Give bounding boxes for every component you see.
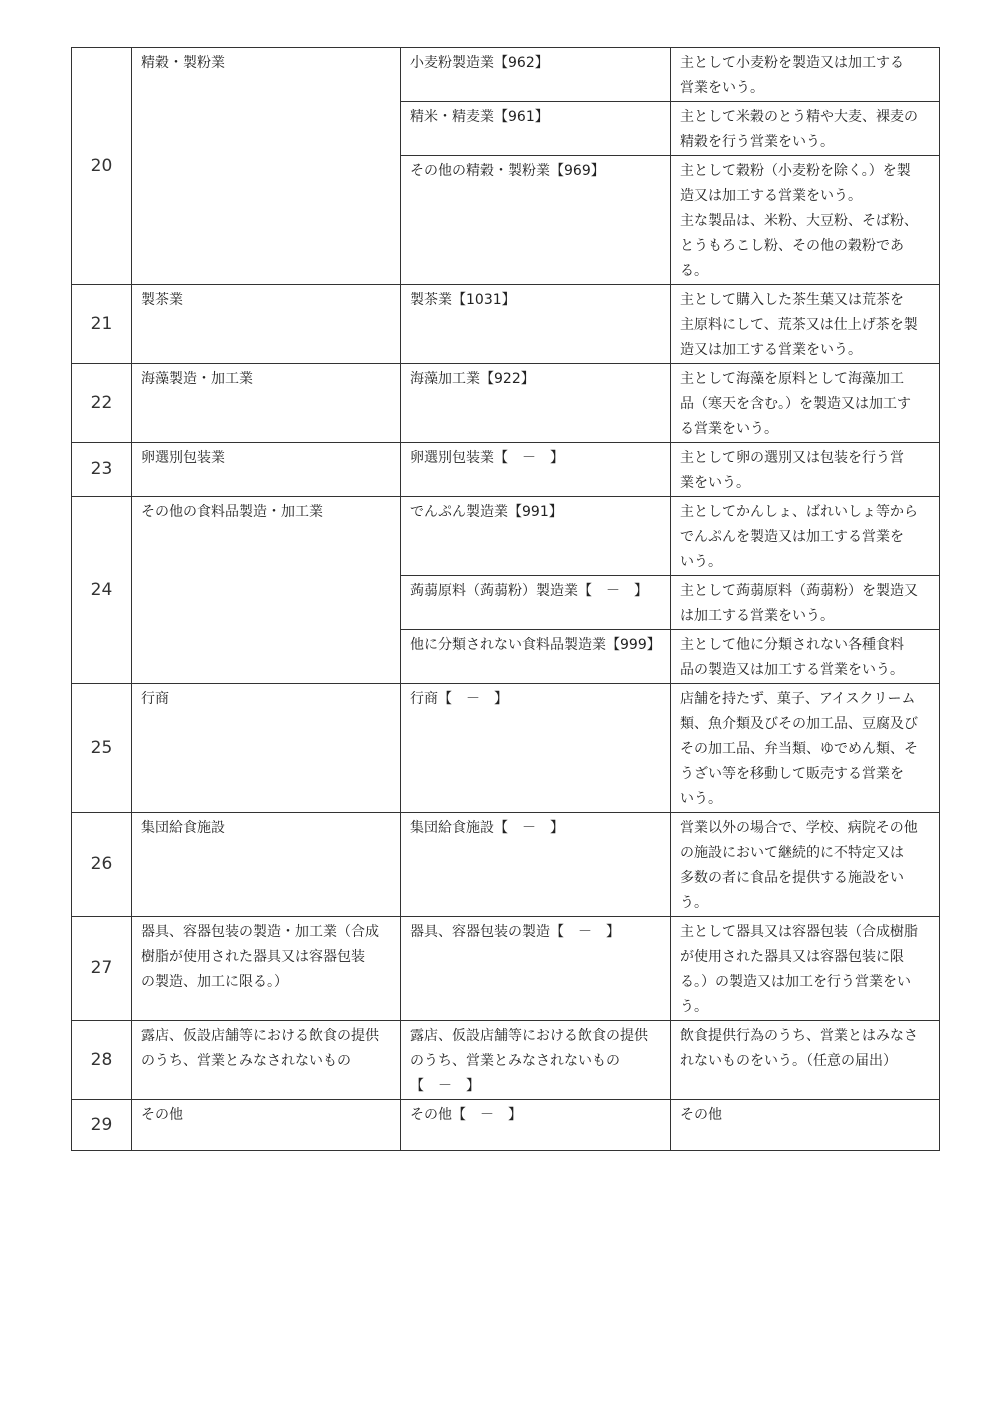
text-line: 主としてかんしょ、ばれいしょ等から: [680, 504, 918, 520]
table-row: [72, 813, 940, 917]
text-line: が使用された器具又は容器包装に限: [680, 949, 904, 965]
business-category: [132, 1021, 401, 1100]
business-description: [671, 1100, 940, 1151]
text-line: 製茶業: [141, 292, 183, 308]
table-row: [72, 285, 940, 364]
row-number: 26: [72, 813, 132, 917]
text-line: 主として米穀のとう精や大麦、裸麦の: [680, 109, 918, 125]
row-number: 23: [72, 443, 132, 497]
text-line: 主として卵の選別又は包装を行う営: [680, 450, 904, 466]
row-number: 27: [72, 917, 132, 1021]
table-row: [72, 364, 940, 443]
business-subtype: [401, 102, 671, 156]
table-row: [72, 497, 940, 576]
text-line: 品（寒天を含む。）を製造又は加工す: [680, 396, 911, 412]
business-subtype: [401, 285, 671, 364]
row-number: 21: [72, 285, 132, 364]
business-description: [671, 630, 940, 684]
text-line: のうち、営業とみなされないもの: [410, 1053, 620, 1069]
business-subtype: [401, 497, 671, 576]
text-line: 製茶業【1031】: [410, 292, 516, 308]
business-category: [132, 684, 401, 813]
text-line: 主として購入した茶生葉又は荒茶を: [680, 292, 904, 308]
row-number: 24: [72, 497, 132, 684]
text-line: いう。: [680, 554, 722, 570]
row-number: 28: [72, 1021, 132, 1100]
text-line: 類、魚介類及びその加工品、豆腐及び: [680, 716, 918, 732]
text-line: 主として海藻を原料として海藻加工: [680, 371, 904, 387]
text-line: 飲食提供行為のうち、営業とはみなさ: [680, 1028, 918, 1044]
text-line: いう。: [680, 791, 722, 807]
text-line: 多数の者に食品を提供する施設をい: [680, 870, 904, 886]
text-line: 卵選別包装業【 － 】: [410, 450, 564, 466]
business-category: [132, 48, 401, 285]
text-line: 精穀を行う営業をいう。: [680, 134, 834, 150]
row-number: 29: [72, 1100, 132, 1151]
business-category: [132, 917, 401, 1021]
text-line: 他に分類されない食料品製造業【999】: [410, 637, 661, 653]
text-line: 精米・精麦業【961】: [410, 109, 549, 125]
text-line: る。）の製造又は加工を行う営業をい: [680, 974, 911, 990]
business-description: [671, 813, 940, 917]
text-line: 卵選別包装業: [141, 450, 225, 466]
business-subtype: [401, 48, 671, 102]
business-subtype: [401, 630, 671, 684]
text-line: る。: [680, 263, 708, 279]
table-row: [72, 684, 940, 813]
business-description: [671, 156, 940, 285]
text-line: その加工品、弁当類、ゆでめん類、そ: [680, 741, 918, 757]
business-category: [132, 364, 401, 443]
text-line: う。: [680, 895, 708, 911]
text-line: 主として穀粉（小麦粉を除く。）を製: [680, 163, 911, 179]
text-line: の製造、加工に限る。）: [141, 974, 288, 990]
business-description: [671, 1021, 940, 1100]
text-line: 主として他に分類されない各種食料: [680, 637, 904, 653]
text-line: 造又は加工する営業をいう。: [680, 188, 862, 204]
business-category: [132, 1100, 401, 1151]
text-line: 器具、容器包装の製造【 － 】: [410, 924, 620, 940]
row-number: 25: [72, 684, 132, 813]
text-line: 行商【 － 】: [410, 691, 508, 707]
business-category: [132, 285, 401, 364]
text-line: は加工する営業をいう。: [680, 608, 834, 624]
text-line: でんぷん製造業【991】: [410, 504, 563, 520]
text-line: の施設において継続的に不特定又は: [680, 845, 904, 861]
business-description: [671, 576, 940, 630]
text-line: 店舗を持たず、菓子、アイスクリーム: [680, 691, 916, 707]
business-subtype: [401, 917, 671, 1021]
text-line: 業をいう。: [680, 475, 750, 491]
text-line: 露店、仮設店舗等における飲食の提供: [410, 1028, 648, 1044]
business-description: [671, 684, 940, 813]
business-type-table: [71, 47, 940, 1151]
text-line: とうもろこし粉、その他の穀粉であ: [680, 238, 904, 254]
row-number: 22: [72, 364, 132, 443]
table-body: [72, 48, 940, 1151]
table-row: [72, 48, 940, 102]
text-line: 精穀・製粉業: [141, 55, 225, 71]
business-description: [671, 48, 940, 102]
business-description: [671, 443, 940, 497]
business-description: [671, 497, 940, 576]
text-line: 品の製造又は加工する営業をいう。: [680, 662, 904, 678]
text-line: のうち、営業とみなされないもの: [141, 1053, 351, 1069]
business-description: [671, 285, 940, 364]
business-category: [132, 443, 401, 497]
business-subtype: [401, 813, 671, 917]
text-line: 主原料にして、荒茶又は仕上げ茶を製: [680, 317, 918, 333]
text-line: 小麦粉製造業【962】: [410, 55, 549, 71]
business-category: [132, 497, 401, 684]
business-description: [671, 364, 940, 443]
text-line: 営業をいう。: [680, 80, 764, 96]
text-line: その他の食料品製造・加工業: [141, 504, 323, 520]
business-subtype: [401, 576, 671, 630]
table-row: [72, 917, 940, 1021]
text-line: 行商: [141, 691, 169, 707]
business-description: [671, 917, 940, 1021]
text-line: 主として蒟蒻原料（蒟蒻粉）を製造又: [680, 583, 918, 599]
text-line: 蒟蒻原料（蒟蒻粉）製造業【 － 】: [410, 583, 648, 599]
text-line: その他: [680, 1107, 722, 1123]
row-number: 20: [72, 48, 132, 285]
table-row: [72, 1100, 940, 1151]
business-description: [671, 102, 940, 156]
text-line: 造又は加工する営業をいう。: [680, 342, 862, 358]
table-row: [72, 443, 940, 497]
business-subtype: [401, 1021, 671, 1100]
business-subtype: [401, 364, 671, 443]
text-line: 営業以外の場合で、学校、病院その他: [680, 820, 918, 836]
text-line: れないものをいう。（任意の届出）: [680, 1053, 897, 1069]
table-row: [72, 1021, 940, 1100]
text-line: う。: [680, 999, 708, 1015]
business-subtype: [401, 684, 671, 813]
text-line: その他の精穀・製粉業【969】: [410, 163, 605, 179]
business-subtype: [401, 443, 671, 497]
text-line: 樹脂が使用された器具又は容器包装: [141, 949, 365, 965]
text-line: その他【 － 】: [410, 1107, 522, 1123]
text-line: 主として小麦粉を製造又は加工する: [680, 55, 904, 71]
text-line: その他: [141, 1107, 183, 1123]
text-line: 主な製品は、米粉、大豆粉、そば粉、: [680, 213, 918, 229]
text-line: 海藻製造・加工業: [141, 371, 253, 387]
text-line: 主として器具又は容器包装（合成樹脂: [680, 924, 918, 940]
text-line: 海藻加工業【922】: [410, 371, 535, 387]
text-line: 露店、仮設店舗等における飲食の提供: [141, 1028, 379, 1044]
text-line: 【 － 】: [410, 1078, 480, 1094]
text-line: 器具、容器包装の製造・加工業（合成: [141, 924, 379, 940]
text-line: でんぷんを製造又は加工する営業を: [680, 529, 904, 545]
text-line: 集団給食施設: [141, 820, 225, 836]
business-category: [132, 813, 401, 917]
text-line: 集団給食施設【 － 】: [410, 820, 564, 836]
text-line: る営業をいう。: [680, 421, 778, 437]
business-subtype: [401, 1100, 671, 1151]
text-line: うざい等を移動して販売する営業を: [680, 766, 904, 782]
business-subtype: [401, 156, 671, 285]
